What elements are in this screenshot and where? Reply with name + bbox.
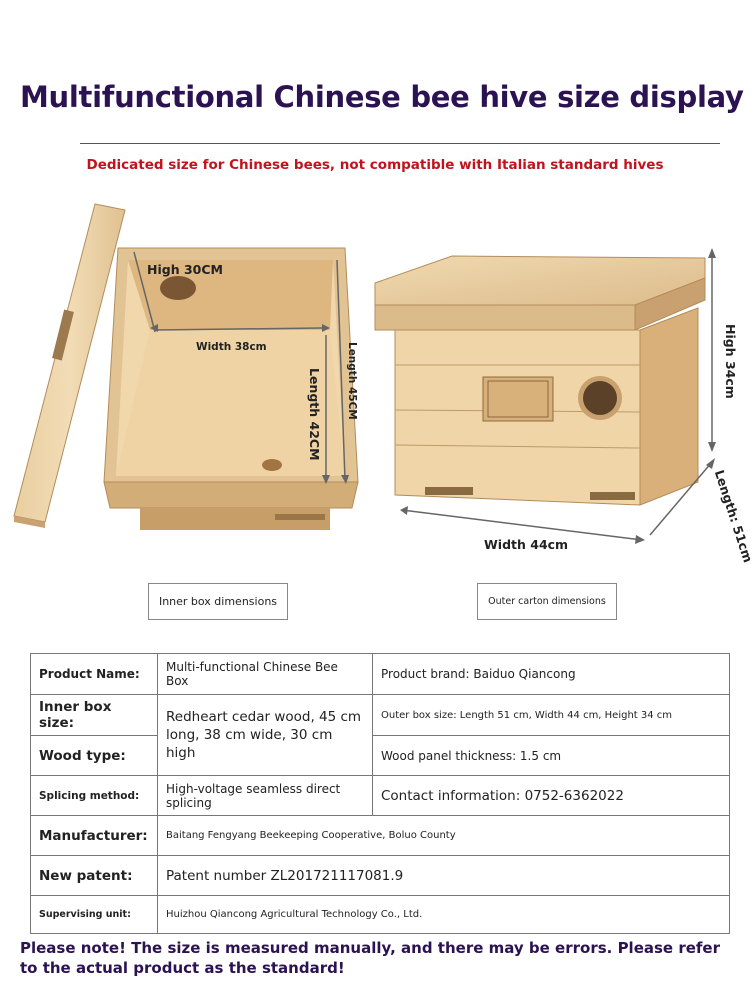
subtitle-warning: Dedicated size for Chinese bees, not compatible with Italian standard hives bbox=[86, 157, 664, 173]
inner-width-label: Width 38cm bbox=[196, 341, 267, 353]
manufacturer-value: Baitang Fengyang Beekeeping Cooperative, Boluo County bbox=[158, 816, 730, 856]
product-name-value: Multi-functional Chinese Bee Box bbox=[158, 654, 373, 695]
spec-table bbox=[30, 653, 730, 934]
title-divider bbox=[80, 143, 720, 144]
table-row bbox=[31, 695, 730, 736]
splicing-label: Splicing method: bbox=[31, 776, 158, 816]
contact-info: Contact information: 0752-6362022 bbox=[373, 776, 730, 816]
page-title: Multifunctional Chinese bee hive size display bbox=[20, 80, 744, 114]
hive-illustration bbox=[0, 190, 750, 610]
measurement-note: Please note! The size is measured manually, and there may be errors. Please refer to the actual product as the standard! bbox=[20, 939, 720, 977]
manufacturer-label: Manufacturer: bbox=[31, 816, 158, 856]
outer-box-photo bbox=[375, 248, 716, 544]
patent-value: Patent number ZL201721117081.9 bbox=[158, 856, 730, 896]
panel-thickness: Wood panel thickness: 1.5 cm bbox=[373, 736, 730, 776]
outer-box-caption: Outer carton dimensions bbox=[477, 583, 617, 620]
outer-length-label: Length: 51cm bbox=[711, 468, 756, 565]
splicing-value: High-voltage seamless direct splicing bbox=[158, 776, 373, 816]
inner-length-label: Length 42CM bbox=[307, 368, 322, 461]
inner-size-value: Redheart cedar wood, 45 cm long, 38 cm wide, 30 cm high bbox=[158, 695, 373, 776]
inner-box-caption: Inner box dimensions bbox=[148, 583, 288, 620]
outer-width-label: Width 44cm bbox=[484, 537, 569, 552]
patent-label: New patent: bbox=[31, 856, 158, 896]
product-brand: Product brand: Baiduo Qiancong bbox=[373, 654, 730, 695]
table-row bbox=[31, 654, 730, 695]
product-name-label: Product Name: bbox=[31, 654, 158, 695]
wood-type-label: Wood type: bbox=[31, 736, 158, 776]
supervising-label: Supervising unit: bbox=[31, 896, 158, 934]
inner-high-label: High 30CM bbox=[147, 262, 223, 277]
supervising-value: Huizhou Qiancong Agricultural Technology Co., Ltd. bbox=[158, 896, 730, 934]
outer-high-label: High 34cm bbox=[723, 324, 738, 399]
table-row bbox=[31, 776, 730, 816]
table-row bbox=[31, 856, 730, 896]
table-row bbox=[31, 896, 730, 934]
outer-size-value: Outer box size: Length 51 cm, Width 44 cm, Height 34 cm bbox=[373, 695, 730, 736]
table-row bbox=[31, 816, 730, 856]
table-row bbox=[31, 736, 730, 776]
inner-size-label: Inner box size: bbox=[31, 695, 158, 736]
product-photos bbox=[0, 190, 756, 610]
inner-outer-length-label: Length 45CM bbox=[346, 342, 358, 420]
